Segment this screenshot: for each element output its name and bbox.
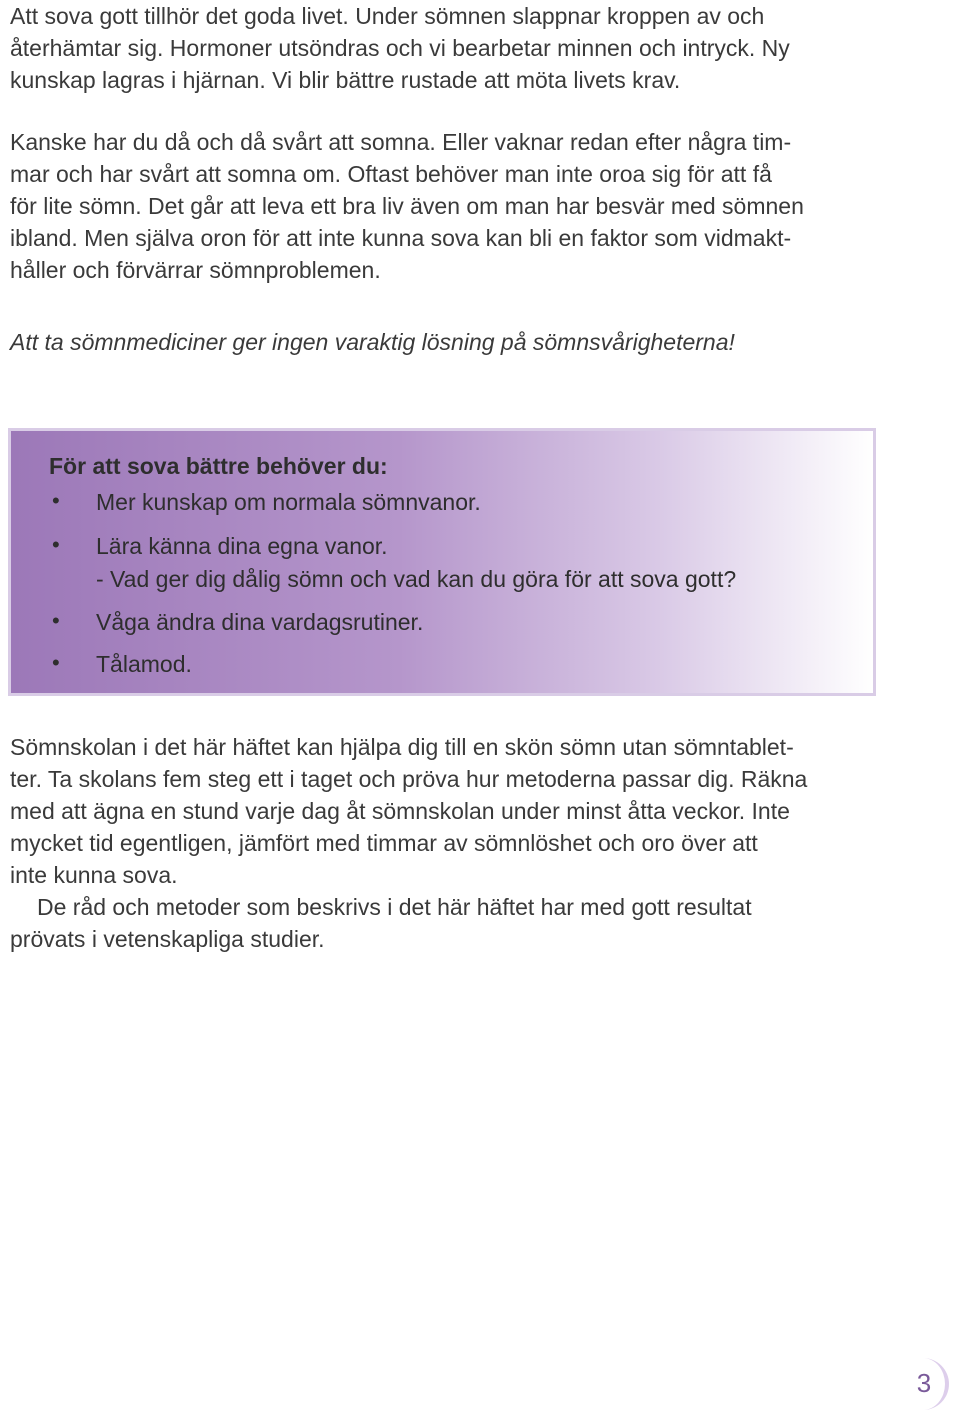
text-line: Att ta sömnmediciner ger ingen varaktig lösning på sömnsvårigheterna! [10,329,735,355]
school-paragraph [10,731,807,955]
text-line: återhämtar sig. Hormoner utsöndras och vi bearbetar minnen och intryck. Ny [10,35,790,61]
tip-subtext: - Vad ger dig dålig sömn och vad kan du göra för att sova gott? [96,566,737,592]
tips-box-title: För att sova bättre behöver du: [49,453,388,479]
text-line: håller och förvärrar sömnproblemen. [10,257,381,283]
text-line: Kanske har du då och då svårt att somna. Eller vaknar redan efter några tim- [10,129,792,155]
text-line: Sömnskolan i det här häftet kan hjälpa dig till en skön sömn utan sömntablet- [10,734,794,760]
text-line: för lite sömn. Det går att leva ett bra liv även om man har besvär med sömnen [10,193,804,219]
text-line: inte kunna sova. [10,862,178,888]
worry-paragraph [10,126,804,286]
tip-text: Tålamod. [96,651,192,677]
text-line: mar och har svårt att somna om. Oftast behöver man inte oroa sig för att få [10,161,772,187]
text-line: ibland. Men själva oron för att inte kunna sova kan bli en faktor som vidmakt- [10,225,792,251]
tips-box [8,428,876,696]
text-line: ter. Ta skolans fem steg ett i taget och pröva hur metoderna passar dig. Räkna [10,766,808,792]
intro-paragraph [10,0,790,96]
bullet-icon: • [52,650,60,675]
bullet-icon: • [52,532,60,557]
page-number: 3 [916,1368,932,1398]
bullet-icon: • [52,488,60,513]
bullet-icon: • [52,608,60,633]
tip-text: Lära känna dina egna vanor. [96,533,388,559]
text-line: prövats i vetenskapliga studier. [10,926,325,952]
emphasis-statement [10,326,735,358]
text-line: med att ägna en stund varje dag åt sömnskolan under minst åtta veckor. Inte [10,798,790,824]
tip-text: Mer kunskap om normala sömnvanor. [96,489,481,515]
tip-text: Våga ändra dina vardagsrutiner. [96,609,424,635]
text-line: Att sova gott tillhör det goda livet. Under sömnen slappnar kroppen av och [10,3,765,29]
text-line: kunskap lagras i hjärnan. Vi blir bättre rustade att möta livets krav. [10,67,681,93]
text-line: mycket tid egentligen, jämfört med timmar av sömnlöshet och oro över att [10,830,758,856]
text-line: De råd och metoder som beskrivs i det här häftet har med gott resultat [37,894,752,920]
